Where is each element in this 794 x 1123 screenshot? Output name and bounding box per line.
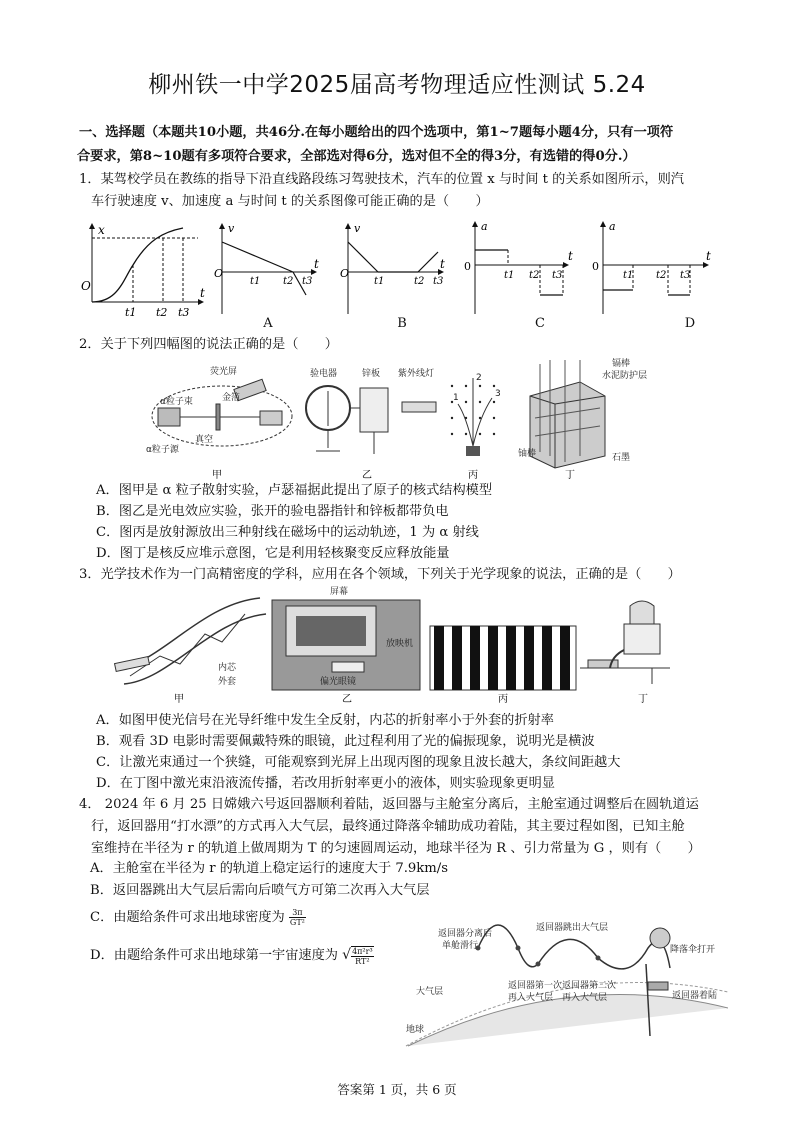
q3-option-b: B．观看 3D 电影时需要佩戴特殊的眼镜，此过程利用了光的偏振现象，说明光是横波 — [96, 734, 595, 749]
q3-stem: 3．光学技术作为一门高精密度的学科，应用在各个领域，下列关于光学现象的说法，正确的是（ ） — [79, 567, 681, 582]
svg-text:荧光屏: 荧光屏 — [210, 367, 238, 377]
svg-text:真空: 真空 — [195, 435, 214, 445]
graph-b — [340, 222, 445, 314]
svg-text:t3: t3 — [552, 270, 563, 281]
svg-text:t: t — [200, 286, 205, 300]
svg-text:镉棒: 镉棒 — [612, 359, 631, 369]
svg-text:返回器着陆: 返回器着陆 — [672, 991, 718, 1001]
svg-text:水泥防护层: 水泥防护层 — [602, 371, 648, 381]
svg-text:α粒子源: α粒子源 — [146, 445, 179, 455]
q4-line-3: 室维持在半径为 r 的轨道上做周期为 T 的匀速圆周运动，地球半径为 R 、引力常量为 G ，则有（ ） — [91, 841, 701, 856]
svg-text:地球: 地球 — [406, 1025, 425, 1035]
q2-option-a: A．图甲是 α 粒子散射实验，卢瑟福据此提出了原子的核式结构模型 — [96, 483, 493, 498]
q4-option-b: B．返回器跳出大气层后需向后喷气方可第二次再入大气层 — [90, 883, 430, 898]
svg-text:石墨: 石墨 — [612, 453, 631, 463]
q4-line-1: 4． 2024 年 6 月 25 日嫦娥六号返回器顺利着陆，返回器与主舱室分离后，主舱室通过调整后在圆轨道运 — [79, 797, 699, 812]
q1-line-2: 车行驶速度 v、加速度 a 与时间 t 的关系图像可能正确的是（ ） — [91, 194, 489, 209]
fig3-label-yi: 乙 — [342, 694, 352, 705]
svg-text:返回器第一次: 返回器第一次 — [508, 981, 563, 991]
svg-text:t2: t2 — [414, 276, 425, 287]
svg-text:降落伞打开: 降落伞打开 — [670, 945, 716, 955]
svg-text:t1: t1 — [250, 276, 261, 287]
svg-text:t: t — [314, 257, 319, 271]
section-line-2: 合要求，第8~10题有多项符合要求，全部选对得6分，选对但不全的得3分，有选错的得0分.） — [77, 149, 636, 164]
svg-text:返回器跳出大气层: 返回器跳出大气层 — [536, 923, 609, 933]
svg-text:返回器第二次: 返回器第二次 — [562, 981, 617, 991]
q1-label-d: D — [684, 316, 696, 331]
fig-radiation-tracks — [451, 373, 501, 481]
svg-text:金箔: 金箔 — [222, 393, 241, 403]
svg-text:t: t — [440, 257, 445, 271]
svg-text:偏光眼镜: 偏光眼镜 — [320, 677, 357, 687]
svg-text:α粒子束: α粒子束 — [160, 397, 193, 407]
svg-text:放映机: 放映机 — [386, 639, 414, 649]
graph-a — [214, 222, 319, 314]
xt-graph — [81, 223, 205, 319]
svg-text:t: t — [568, 249, 573, 263]
q3-option-d: D．在丁图中激光束沿液流传播，若改用折射率更小的液体，则实验现象更明显 — [96, 776, 555, 791]
xt-x-label: x — [98, 223, 105, 237]
page-title: 柳州铁一中学2025届高考物理适应性测试 5.24 — [148, 72, 646, 98]
svg-text:0: 0 — [592, 260, 599, 273]
svg-text:v: v — [228, 222, 235, 235]
svg-text:t3: t3 — [302, 276, 313, 287]
svg-text:O: O — [214, 267, 224, 280]
q2-stem: 2．关于下列四幅图的说法正确的是（ ） — [79, 337, 338, 352]
fig-optical-fiber — [115, 598, 266, 705]
q1-graphs — [78, 220, 718, 325]
fig-fringes — [430, 626, 576, 705]
q3-option-c: C．让激光束通过一个狭缝，可能观察到光屏上出现丙图的现象且波长越大，条纹间距越大 — [96, 755, 621, 770]
section-line-1: 一、选择题（本题共10小题，共46分.在每小题给出的四个选项中，第1~7题每小题4分，只有一项符 — [79, 125, 674, 140]
q4-diagram — [398, 908, 728, 1048]
fig-label-bing: 丙 — [468, 470, 478, 481]
svg-text:单舱滑行: 单舱滑行 — [442, 941, 479, 951]
svg-text:O: O — [340, 267, 350, 280]
fig-label-yi: 乙 — [362, 470, 372, 481]
fig-photoelectric — [306, 367, 436, 481]
svg-text:t3: t3 — [680, 270, 691, 281]
svg-text:屏幕: 屏幕 — [330, 587, 349, 597]
svg-text:v: v — [354, 222, 361, 235]
q4-option-d: D．由题给条件可求出地球第一宇宙速度为 √ $\frac{\text{4π²r³}}{\text{RT²}}$ — [90, 946, 373, 966]
graph-c — [464, 220, 573, 314]
q1-label-b: B — [397, 316, 407, 331]
svg-text:t2: t2 — [529, 270, 540, 281]
q2-figures — [140, 356, 660, 481]
svg-text:锌板: 锌板 — [362, 369, 381, 379]
svg-text:再入大气层: 再入大气层 — [562, 993, 608, 1003]
svg-text:O: O — [81, 279, 91, 293]
svg-text:a: a — [481, 220, 488, 233]
velocity-fraction: $\frac{\text{4π²r³}}{\text{RT²}}$ — [352, 946, 373, 966]
section-header — [79, 121, 719, 169]
q1-line-1: 1．某驾校学员在教练的指导下沿直线路段练习驾驶技术，汽车的位置 x 与时间 t 的关系如图所示，则汽 — [79, 172, 684, 187]
svg-text:a: a — [609, 220, 616, 233]
svg-text:外套: 外套 — [218, 677, 237, 687]
fig-label-jia: 甲 — [212, 470, 222, 481]
q2-option-b: B．图乙是光电效应实验，张开的验电器指针和锌板都带负电 — [96, 504, 449, 519]
svg-text:t2: t2 — [156, 306, 168, 319]
fig3-label-bing: 丙 — [498, 694, 508, 705]
svg-text:t: t — [706, 249, 711, 263]
svg-text:t1: t1 — [374, 276, 385, 287]
svg-text:t2: t2 — [283, 276, 294, 287]
fig-alpha-scattering — [146, 365, 292, 481]
density-fraction: $\frac{3\pi}{\text{GT²}}$ — [289, 908, 305, 927]
svg-text:3: 3 — [495, 389, 501, 399]
q1-stem — [79, 169, 729, 213]
q4-option-a: A．主舱室在半径为 r 的轨道上稳定运行的速度大于 7.9km/s — [90, 861, 449, 876]
svg-text:验电器: 验电器 — [310, 369, 338, 379]
q4-stem — [79, 794, 729, 860]
q3-figures — [110, 584, 690, 706]
svg-text:t1: t1 — [504, 270, 515, 281]
svg-text:紫外线灯: 紫外线灯 — [398, 369, 435, 379]
svg-text:t1: t1 — [623, 270, 634, 281]
q3-option-a: A．如图甲使光信号在光导纤维中发生全反射，内芯的折射率小于外套的折射率 — [96, 713, 554, 728]
q4-line-2: 行，返回器用“打水漂”的方式再入大气层，最终通过降落伞辅助成功着陆，其主要过程如图，已知主舱 — [91, 819, 685, 834]
svg-text:t1: t1 — [125, 306, 137, 319]
svg-text:铀棒: 铀棒 — [518, 449, 537, 459]
fig-laser-jet — [580, 601, 670, 705]
fig-reactor — [518, 357, 647, 481]
svg-text:2: 2 — [476, 373, 482, 383]
q2-option-d: D．图丁是核反应堆示意图，它是利用轻核聚变反应释放能量 — [96, 546, 450, 561]
svg-text:返回器分离后: 返回器分离后 — [438, 929, 493, 939]
svg-text:再入大气层: 再入大气层 — [508, 993, 554, 1003]
q2-options — [96, 480, 736, 564]
q1-label-a: A — [263, 316, 273, 331]
svg-text:大气层: 大气层 — [416, 987, 444, 997]
q2-option-c: C．图丙是放射源放出三种射线在磁场中的运动轨迹，1 为 α 射线 — [96, 525, 479, 540]
graph-d — [592, 220, 711, 314]
q4-option-c: C．由题给条件可求出地球密度为 $\frac{3\pi}{\text{GT²}}$ — [90, 908, 305, 927]
fig3-label-jia: 甲 — [174, 694, 184, 705]
q1-label-c: C — [535, 316, 545, 331]
fig-label-ding: 丁 — [565, 470, 575, 481]
svg-text:1: 1 — [453, 393, 459, 403]
svg-text:t3: t3 — [178, 306, 190, 319]
fig3-label-ding: 丁 — [638, 694, 648, 705]
svg-text:内芯: 内芯 — [218, 663, 237, 673]
q3-options — [96, 710, 736, 794]
svg-text:0: 0 — [464, 260, 471, 273]
svg-text:t3: t3 — [433, 276, 444, 287]
page-footer: 答案第 1 页，共 6 页 — [337, 1082, 457, 1097]
fig-3d-movie — [272, 585, 420, 705]
svg-text:t2: t2 — [656, 270, 667, 281]
